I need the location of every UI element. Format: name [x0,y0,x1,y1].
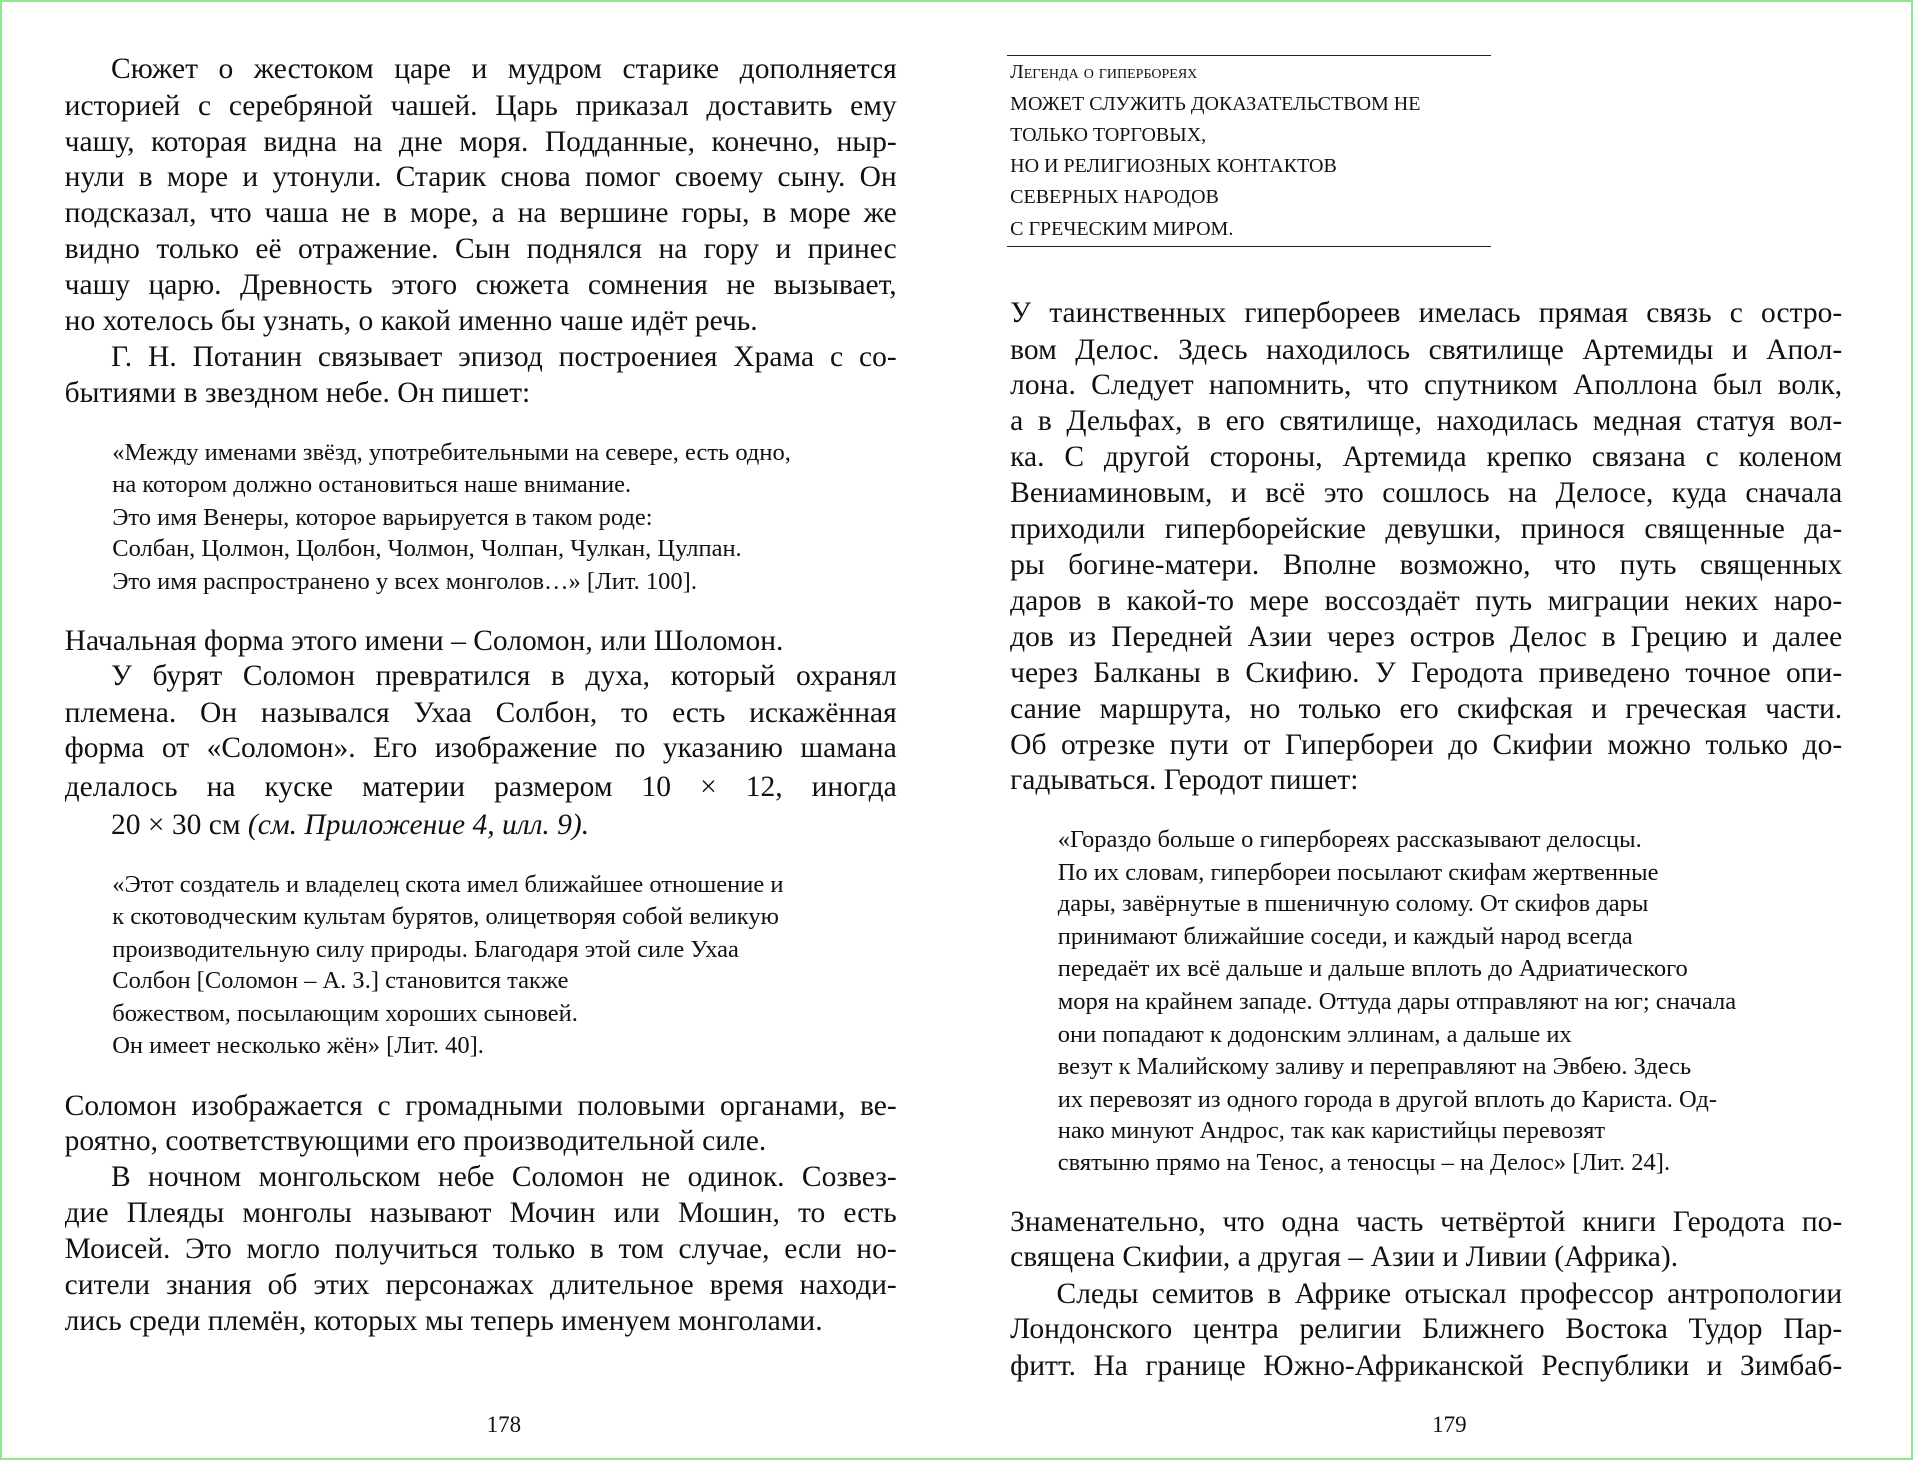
callout-line: ТОЛЬКО ТОРГОВЫХ, [1010,123,1207,146]
line-text: Солбон [Соломон – А. З.] становится также [112,967,569,995]
line-text: форма от «Соломон». Его изображение по указанию шамана [64,734,897,765]
text-line [65,734,897,770]
text-line [1010,479,1842,515]
line-text: чашу царю. Древность этого сюжета сомнения не вызывает, [64,270,897,301]
line-text: роятно, соответствующими его производительной силе. [64,1125,767,1158]
line-text: Это имя распространено у всех монголов…» [Лит. 100]. [112,568,697,596]
text-line [65,271,897,307]
text-line [111,811,589,841]
text-line [65,92,897,128]
quote-line [1058,892,1649,917]
line-text: «Этот создатель и владелец скота имел ближайшее отношение и [112,870,784,898]
line-text: на котором должно остановиться наше внимание. [112,470,632,498]
line-text: они попадают к додонским эллинам, а дальше их [1057,1021,1572,1049]
text-line [1010,407,1842,443]
line-text: Моисей. Это могло получиться только в том случае, если но- [64,1234,897,1265]
line-text: Следы семитов в Африке отыскал профессор антропологии [1056,1279,1843,1310]
quote-line [1058,957,1688,982]
line-text: Лондонского центра религии Ближнего Востока Тудор Пар- [1010,1315,1843,1346]
line-text: передаёт их всё дальше и дальше вплоть до Адриатического [1057,955,1688,983]
line-text: У бурят Соломон превратился в духа, который охранял [111,662,897,693]
line-text: лона. Следует напомнить, что спутником Аполлона был волк, [1010,370,1843,401]
text-line [65,128,897,164]
text-line [111,343,897,379]
line-text: производительную силу природы. Благодаря этой силе Ухаа [112,935,739,963]
text-line [1010,299,1842,335]
text-line [1010,371,1842,407]
text-line [111,1163,897,1199]
line-text: видно только её отражение. Сын поднялся на гору и принес [64,235,897,266]
text-line [65,627,784,657]
callout-bottom-rule [1007,246,1491,247]
quote-line [112,570,697,595]
line-text: Солбан, Цолмон, Цолбон, Чолмон, Чолпан, Чулкан, Цулпан. [112,535,742,563]
line-text: Об отрезке пути от Гипербореи до Скифии можно только до- [1010,730,1843,761]
line-text: нако минуют Андрос, так как каристийцы перевозят [1057,1117,1606,1145]
text-line [1010,443,1842,479]
line-text: Сюжет о жестоком царе и мудром старике дополняется [111,54,897,85]
quote-line [1058,1119,1605,1144]
text-line [111,55,897,91]
line-text: делалось на куске материи размером 10 × 12, иногда [64,773,897,804]
text-line [1010,1243,1678,1273]
quote-line [112,537,741,562]
line-text: принимают ближайшие соседи, и каждый народ всегда [1057,923,1633,951]
line-text: божеством, посылающим хороших сыновей. [112,1000,578,1028]
text-line [1010,731,1842,767]
line-text: гадываться. Геродот пишет: [1010,764,1359,797]
line-text: даров в какой-то мере воссоздаёт путь миграции неких наро- [1010,586,1843,617]
page-number-left: 178 [486,1411,522,1437]
line-text: ка. С другой стороны, Артемида крепко связана с коленом [1010,442,1843,473]
quote-line [1058,990,1736,1015]
line-text: вом Делос. Здесь находилось святилище Артемиды и Апол- [1010,335,1843,366]
line-text: «Гораздо больше о гипербореях рассказывают делосцы. [1057,825,1642,853]
text-line [1010,1208,1842,1244]
text-line [65,1199,897,1235]
quote-line [112,441,791,466]
line-text: через Балканы в Скифию. У Геродота приведено точное опи- [1010,658,1843,689]
line-text: сители знания об этих персонажах длительное время находи- [64,1271,897,1302]
text-line [65,1127,767,1157]
line-text: Вениаминовым, и всё это сошлось на Делосе, куда сначала [1010,479,1843,510]
line-text: дары, завёрнутые в пшеничную солому. От скифов дары [1057,890,1649,918]
quote-line [1058,1023,1572,1048]
text-line [65,1092,897,1128]
line-text: В ночном монгольском небе Соломон не одинок. Созвез- [111,1162,897,1193]
callout-line: С ГРЕЧЕСКИМ МИРОМ. [1010,217,1234,240]
line-text: Соломон изображается с громадными половыми органами, ве- [64,1091,897,1122]
line-text: Это имя Венеры, которое варьируется в таком роде: [112,503,653,531]
line-text: сание маршрута, но только его скифская и греческая части. [1010,695,1843,726]
line-text: священа Скифии, а другая – Азии и Ливии (Африка). [1010,1241,1679,1274]
line-text: «Между именами звёзд, употребительными на севере, есть одно, [112,439,791,467]
quote-line [112,503,653,531]
quote-line [1058,1151,1670,1176]
text-line [111,662,897,698]
quote-line [112,969,568,994]
line-text: ры богине-матери. Вполне возможно, что путь священных [1010,551,1843,582]
line-text: их перевозят из одного города в другой вплоть до Кариста. Од- [1057,1085,1717,1113]
line-text: подсказал, что чаша не в море, а на вершине горы, в море же [64,198,897,229]
line-text: моря на крайнем западе. Оттуда дары отправляют на юг; сначала [1057,988,1737,1016]
text-line [65,163,897,199]
text-line [65,199,897,235]
quote-line [1057,858,1659,886]
line-text: фитт. На границе Южно-Африканской Республики и Зимбаб- [1010,1351,1843,1382]
line-text: лись среди племён, которых мы теперь именуем монголами. [64,1304,823,1337]
text-line [65,1271,897,1307]
callout-line: Легенда о гипербореях [1010,61,1198,84]
line-text: бытиями в звездном небе. Он пишет: [64,377,531,410]
quote-line [1057,825,1642,853]
text-line [1057,1280,1843,1316]
quote-line [112,902,779,930]
quote-line [112,935,739,963]
quote-line [1058,925,1633,950]
line-text: 20 × 30 см [111,809,248,842]
text-line [1010,587,1842,623]
text-line [1010,1352,1842,1388]
line-text: племена. Он назывался Ухаа Солбон, то есть искажённая [64,699,897,730]
text-line [65,307,758,337]
callout-line: НО И РЕЛИГИОЗНЫХ КОНТАКТОВ [1010,155,1337,178]
line-text: историей с серебряной чашей. Царь приказал доставить ему [64,91,897,122]
text-line [65,1235,897,1271]
line-text: а в Дельфах, в его святилище, находилась медная статуя вол- [1010,407,1843,438]
text-line [1010,1315,1842,1351]
line-text: У таинственных гипербореев имелась прямая связь с остро- [1010,298,1843,329]
line-text: приходили гиперборейские девушки, принося священные да- [1010,514,1843,545]
line-text: святыню прямо на Тенос, а теносцы – на Делос» [Лит. 24]. [1057,1149,1671,1177]
quote-line [112,1034,484,1059]
line-text: к скотоводческим культам бурятов, олицетворяя собой великую [112,902,779,930]
line-text: Начальная форма этого имени – Соломон, или Шоломон. [64,625,784,658]
page-number-right: 179 [1432,1411,1467,1437]
line-text: По их словам, гипербореи посылают скифам жертвенные [1057,858,1659,886]
line-text: Г. Н. Потанин связывает эпизод построениея Храма с со- [111,342,897,373]
text-line [1010,695,1842,731]
quote-line [1057,1052,1692,1080]
text-line [65,235,897,271]
line-text: дов из Передней Азии через остров Делос в Грецию и далее [1010,623,1843,654]
text-line [65,379,531,409]
callout-line: МОЖЕТ СЛУЖИТЬ ДОКАЗАТЕЛЬСТВОМ НЕ [1010,93,1421,116]
line-text: дие Плеяды монголы называют Мочин или Мошин, то есть [64,1199,897,1230]
line-text: но хотелось бы узнать, о какой именно чаше идёт речь. [64,305,758,338]
text-line [65,699,897,735]
quote-line [112,870,784,898]
line-text: нули в море и утонули. Старик снова помог своему сыну. Он [64,163,897,194]
callout-top-rule [1007,55,1491,56]
text-line [1010,659,1842,695]
quote-line [1057,1085,1717,1113]
quote-line [112,470,632,498]
line-text: везут к Малийскому заливу и переправляют на Эвбею. Здесь [1057,1052,1692,1080]
text-line [65,773,897,809]
text-line [64,1304,823,1337]
line-text: Знаменательно, что одна часть четвёртой книги Геродота по- [1010,1207,1843,1238]
text-line [1010,623,1842,659]
text-line [1010,551,1842,587]
figure-reference: (см. Приложение 4, илл. 9). [247,809,590,842]
line-text: Он имеет несколько жён» [Лит. 40]. [112,1032,484,1059]
text-line [1010,766,1358,796]
line-text: чашу, которая видна на дне моря. Подданные, конечно, ныр- [64,128,897,159]
text-line [1010,336,1842,372]
callout-line: СЕВЕРНЫХ НАРОДОВ [1010,185,1219,208]
text-line [1010,515,1842,551]
quote-line [112,1002,578,1027]
